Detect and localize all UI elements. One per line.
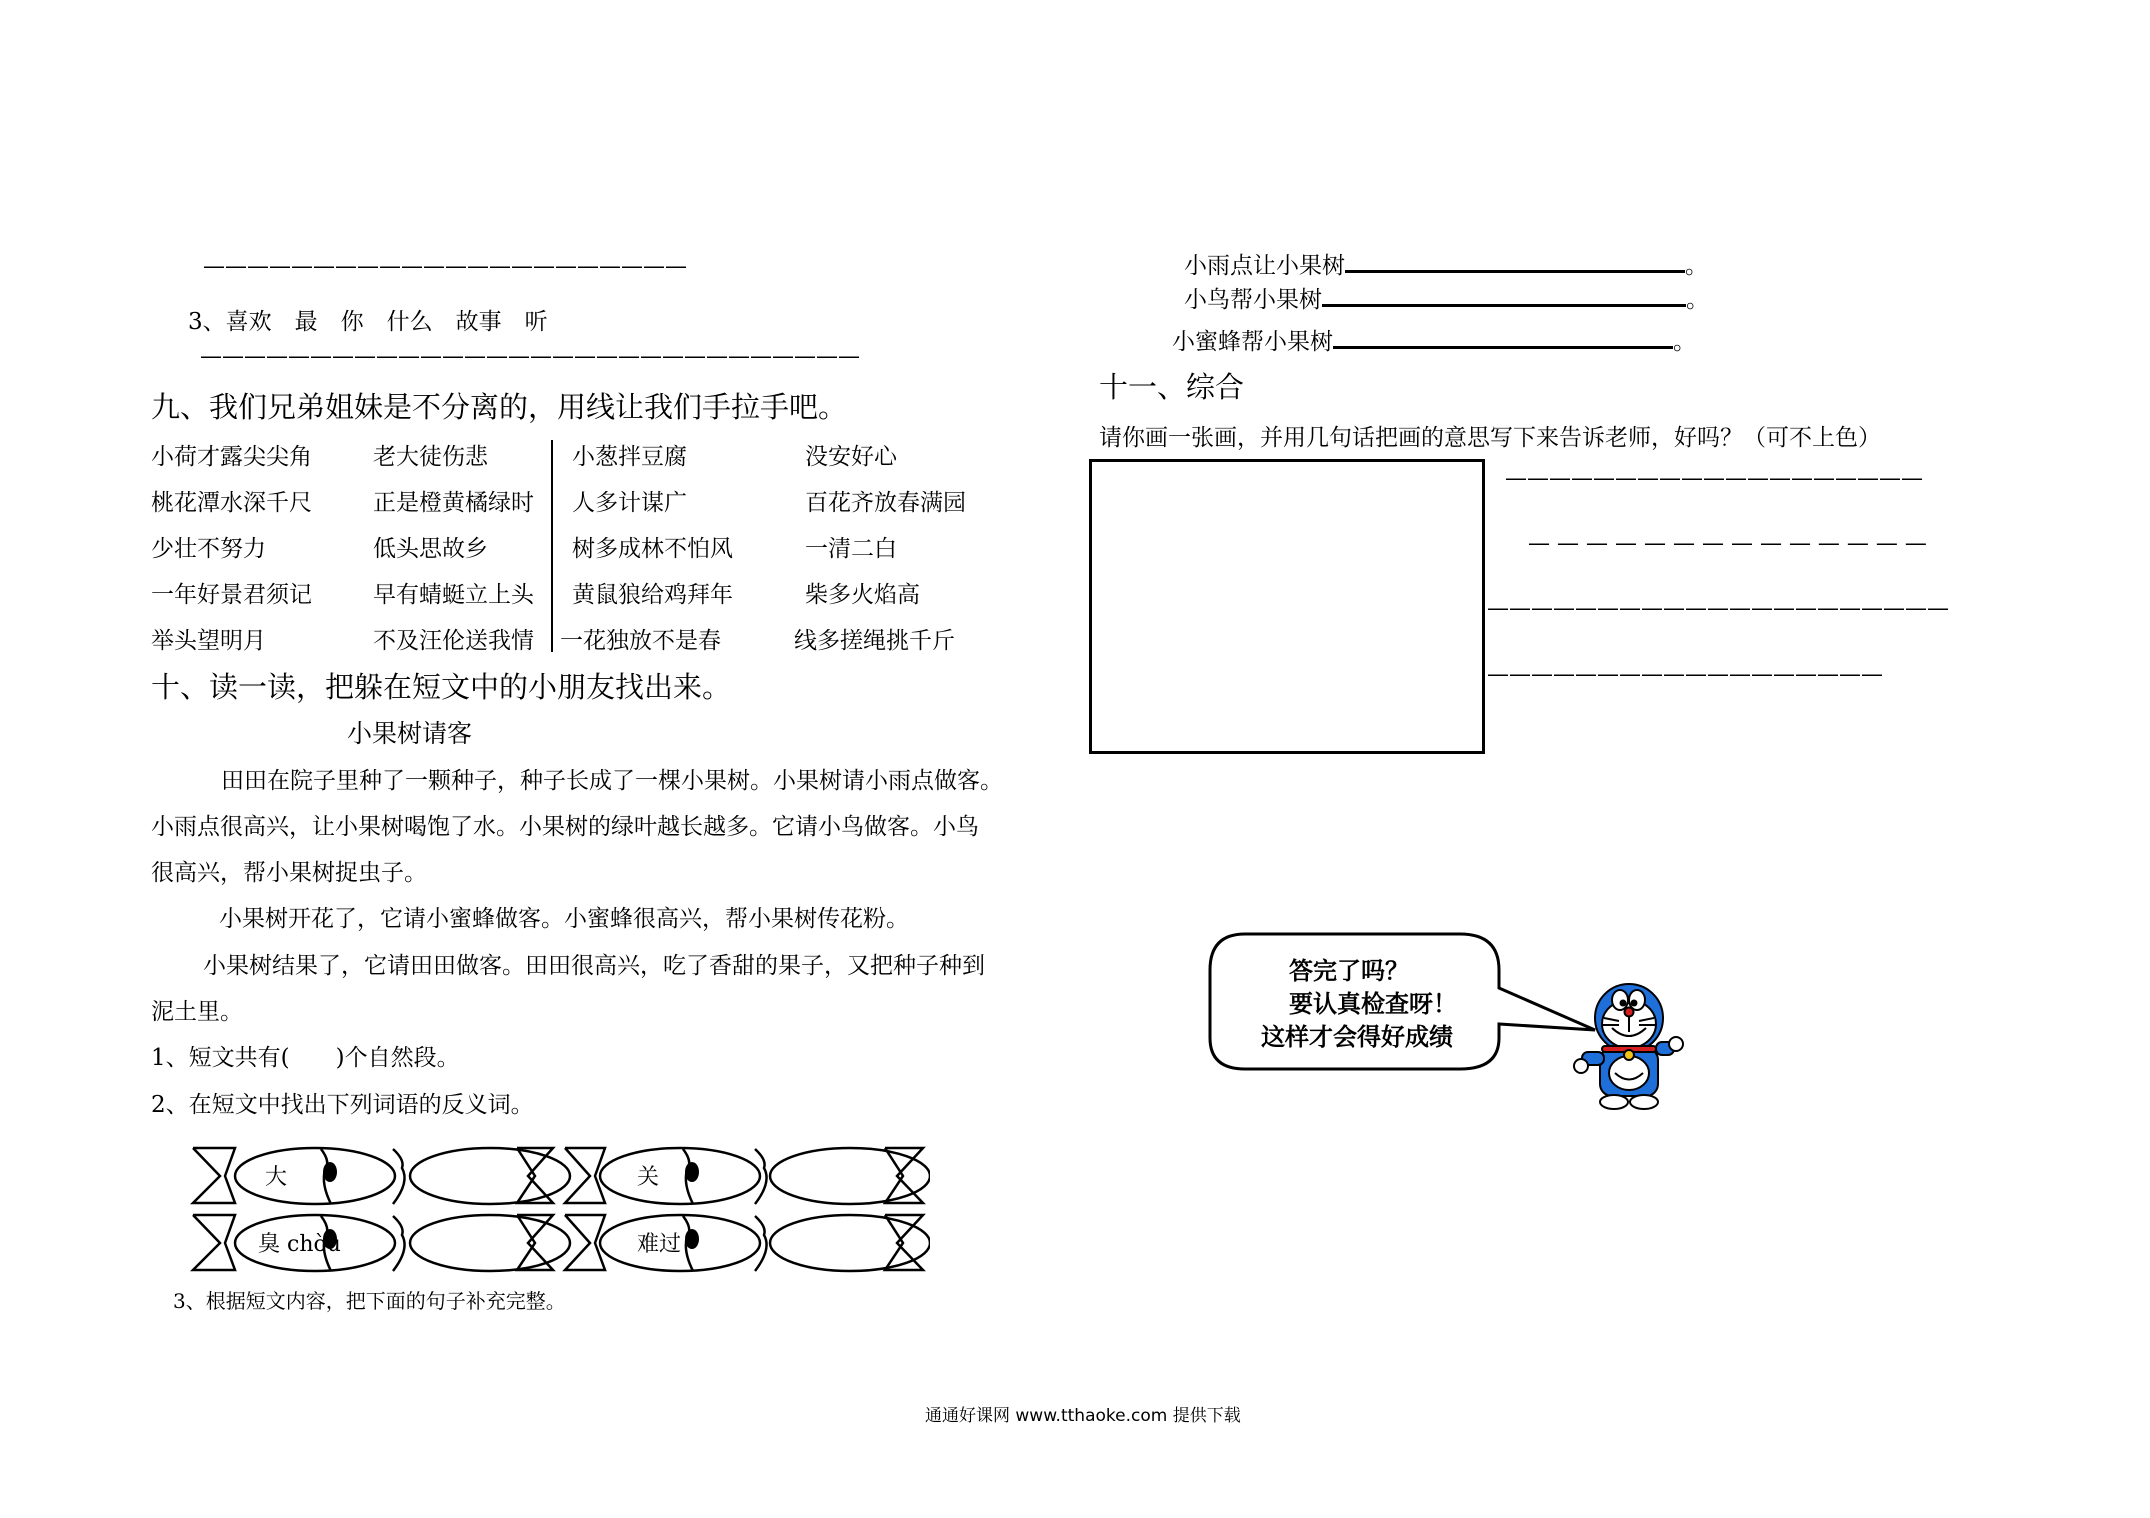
story-line: 小果树结果了，它请田田做客。田田很高兴，吃了香甜的果子，又把种子种到 [203,953,985,979]
section-11-prompt: 请你画一张画，并用几句话把画的意思写下来告诉老师，好吗？（可不上色） [1099,425,1881,451]
fish-tail-icon [193,1148,235,1203]
pair-item: 一花独放不是春 [560,628,721,654]
fish-diagram [185,1140,930,1285]
fish-eye-icon [685,1162,699,1182]
pair-item: 小葱拌豆腐 [572,444,687,470]
pair-item: 没安好心 [805,444,897,470]
fill-period: 。 [1686,287,1709,313]
pair-item: 树多成林不怕风 [572,536,733,562]
story-line: 田田在院子里种了一颗种子，种子长成了一棵小果树。小果树请小雨点做客。 [221,768,1003,794]
story-line: 泥土里。 [151,999,243,1025]
fish-word: 大 [265,1165,288,1190]
pair-item: 黄鼠狼给鸡拜年 [572,582,733,608]
fill-blank[interactable] [1345,250,1685,273]
cartoon-robot-cat-icon [1572,980,1687,1120]
pair-divider [551,440,553,652]
pair-item: 一年好景君须记 [151,582,312,608]
pair-item: 少壮不努力 [151,536,266,562]
pair-item: 举头望明月 [151,628,266,654]
pair-item: 正是橙黄橘绿时 [373,490,534,516]
pair-item: 桃花潭水深千尺 [151,490,312,516]
story-line: 小果树开花了，它请小蜜蜂做客。小蜜蜂很高兴，帮小果树传花粉。 [219,906,909,932]
pair-item: 低头思故乡 [373,536,488,562]
fill-row [1172,323,1696,356]
fish-body-icon [770,1215,930,1271]
fill-row [1184,281,1709,314]
fish-word: 关 [637,1165,660,1190]
writing-line: —————————————————— [1487,662,1883,687]
story-line: 很高兴，帮小果树捉虫子。 [151,860,427,886]
question-1: 1、短文共有( )个自然段。 [151,1045,460,1071]
question-3-fill: 3、根据短文内容，把下面的句子补充完整。 [173,1289,566,1313]
pair-item: 一清二白 [805,536,897,562]
fish-body-icon [600,1148,760,1204]
fill-row [1184,247,1708,280]
fish-word: 臭 chòu [258,1232,341,1257]
pair-item: 百花齐放春满园 [805,490,966,516]
question-2: 2、在短文中找出下列词语的反义词。 [151,1092,534,1118]
answer-line-top: —————————————————————— [203,254,687,279]
pair-item: 早有蜻蜓立上头 [373,582,534,608]
pair-item: 小荷才露尖尖角 [151,444,312,470]
fill-row-label: 小蜜蜂帮小果树 [1172,329,1333,355]
writing-line: ————————————————————— [1487,596,1949,621]
story-title: 小果树请客 [347,719,473,748]
fish-tail-icon [193,1215,235,1270]
writing-line: — — — — — — — — — — — — — — [1528,531,1927,556]
pair-item: 线多搓绳挑千斤 [794,628,955,654]
fill-period: 。 [1673,329,1696,355]
drawing-box[interactable] [1089,459,1485,754]
fish-word: 难过 [637,1232,682,1257]
section-10-title: 十、读一读，把躲在短文中的小朋友找出来。 [151,670,732,704]
page-footer: 通通好课网 www.tthaoke.com 提供下载 [925,1406,1241,1426]
section-9-title: 九、我们兄弟姐妹是不分离的，用线让我们手拉手吧。 [151,390,848,424]
answer-line-q3: —————————————————————————————— [200,344,860,369]
fill-blank[interactable] [1322,284,1686,307]
writing-line: ——————————————————— [1505,466,1923,491]
fish-eye-icon [323,1162,337,1182]
fill-period: 。 [1685,253,1708,279]
pair-item: 老大徒伤悲 [373,444,488,470]
bubble-line: 答完了吗？ [1289,957,1409,985]
story-line: 小雨点很高兴，让小果树喝饱了水。小果树的绿叶越长越多。它请小鸟做客。小鸟 [151,814,979,840]
pair-item: 不及汪伦送我情 [373,628,534,654]
fish-body-icon [770,1148,930,1204]
fish-body-icon [235,1148,395,1204]
fill-row-label: 小鸟帮小果树 [1184,287,1322,313]
fill-blank[interactable] [1333,326,1673,349]
section-11-title: 十一、综合 [1099,370,1245,404]
fish-eye-icon [685,1229,699,1249]
pair-item: 人多计谋广 [572,490,687,516]
bubble-line: 要认真检查呀！ [1289,990,1457,1018]
bubble-line: 这样才会得好成绩 [1261,1023,1453,1051]
pair-item: 柴多火焰高 [805,582,920,608]
fill-row-label: 小雨点让小果树 [1184,253,1345,279]
question-3-line: 3、喜欢 最 你 什么 故事 听 [188,309,548,335]
